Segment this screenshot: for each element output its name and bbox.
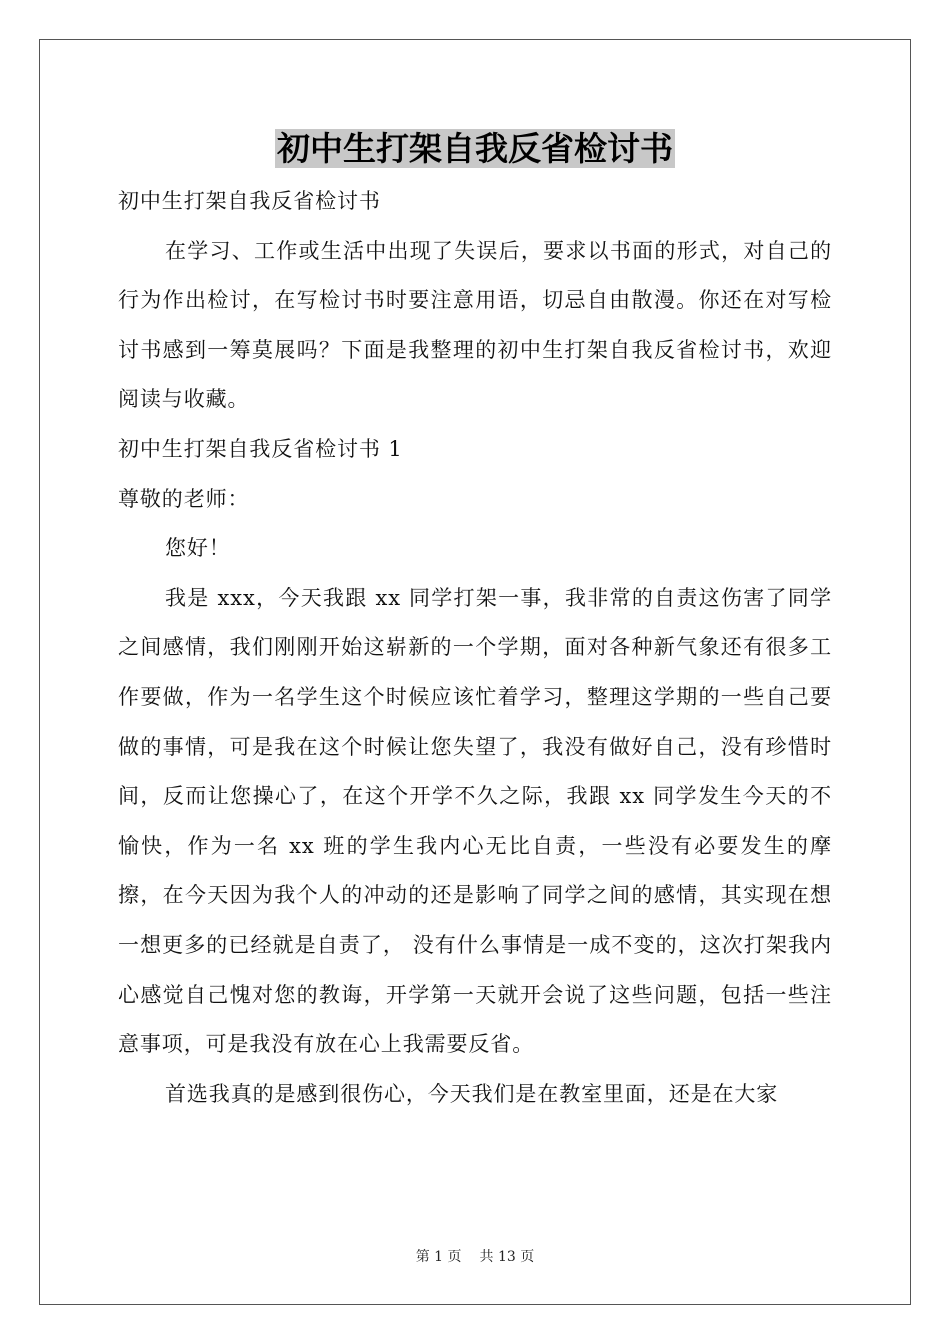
document-title-text: 初中生打架自我反省检讨书 <box>277 129 673 168</box>
section-heading: 初中生打架自我反省检讨书 1 <box>118 436 403 461</box>
salutation: 尊敬的老师： <box>118 486 250 511</box>
page-number: 第 1 页 <box>415 1249 462 1265</box>
document-subtitle: 初中生打架自我反省检讨书 <box>118 189 381 213</box>
page-footer <box>0 1246 950 1266</box>
document-title <box>0 126 950 172</box>
intro-paragraph: 在学习、工作或生活中出现了失误后，要求以书面的形式，对自己的行为作出检讨，在写检讨书时要注意用语，切忌自由散漫。你还在对写检讨书感到一筹莫展吗？下面是我整理的初中生打架自我反省检讨书，欢迎阅读与收藏。 <box>118 238 832 412</box>
page-total: 共 13 页 <box>479 1249 535 1265</box>
greeting: 您好！ <box>165 536 231 561</box>
body-paragraph-2: 首选我真的是感到很伤心，今天我们是在教室里面，还是在大家 <box>165 1081 779 1106</box>
body-paragraph-1: 我是 xxx，今天我跟 xx 同学打架一事，我非常的自责这伤害了同学之间感情，我们刚刚开始这崭新的一个学期，面对各种新气象还有很多工作要做，作为一名学生这个时候应该忙着学习，整理这学期的一些自己要做的事情，可是我在这个时候让您失望了，我没有做好自己，没有珍惜时间，反而让您操心了，在这个开学不久之际，我跟 xx 同学发生今天的不愉快，作为一名 xx 班的学生我内心无比自责，一些没有必要发生的摩擦，在今天因为我个人的冲动的还是影响了同学之间的感情，其实现在想一想更多的已经就是自责了， 没有什么事情是一成不变的，这次打架我内心感觉自己愧对您的教诲，开学第一天就开会说了这些问题，包括一些注意事项，可是我没有放在心上我需要反省。 <box>118 585 832 1057</box>
document-body <box>118 177 832 1119</box>
